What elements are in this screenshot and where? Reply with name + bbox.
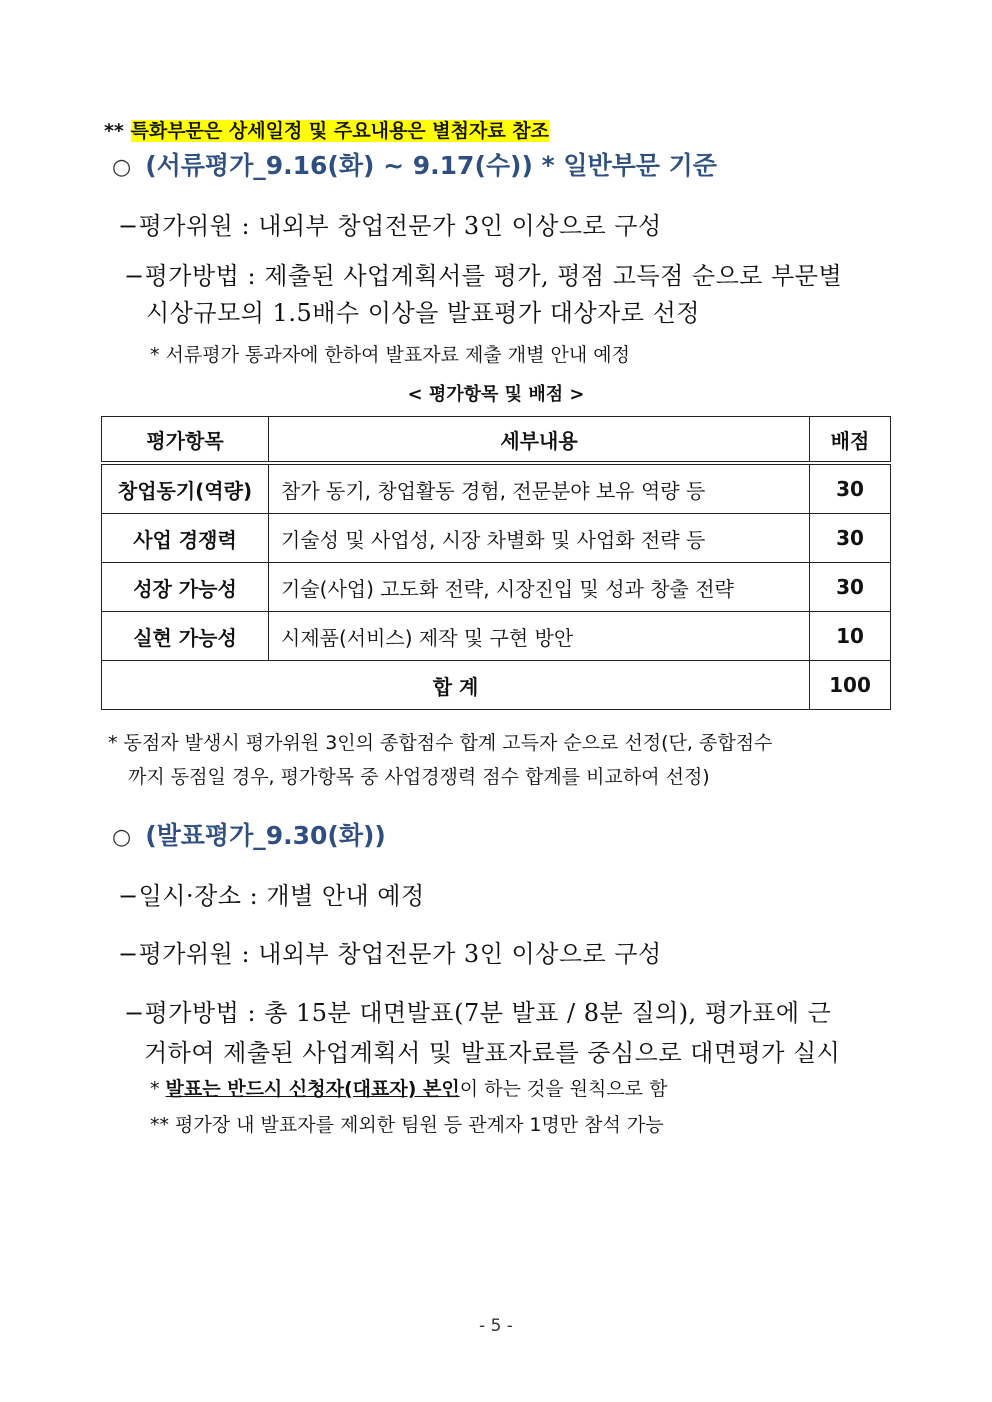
- row-detail: 기술(사업) 고도화 전략, 시장진입 및 성과 창출 전략: [269, 563, 810, 612]
- pres-note1-prefix: *: [150, 1078, 160, 1100]
- document-evaluation-heading: [112, 146, 717, 182]
- doc-method-line1: −평가방법 : 제출된 사업계획서를 평가, 평점 고득점 순으로 부문별: [124, 262, 843, 290]
- table-total-row: [102, 661, 891, 710]
- row-item: 성장 가능성: [102, 563, 269, 612]
- table-row: [102, 612, 891, 661]
- tie-note-line1: * 동점자 발생시 평가위원 3인의 종합점수 합계 고득자 순으로 선정(단, 종합점수: [108, 732, 773, 754]
- doc-method-line2: 시상규모의 1.5배수 이상을 발표평가 대상자로 선정: [146, 299, 700, 327]
- section-marker: ○: [112, 155, 132, 180]
- doc-note: * 서류평가 통과자에 한하여 발표자료 제출 개별 안내 예정: [150, 344, 630, 366]
- table-header-row: [102, 417, 891, 464]
- highlighted-note-text: 특화부문은 상세일정 및 주요내용은 별첨자료 참조: [130, 120, 550, 142]
- document-evaluation-title: (서류평가_9.16(화) ~ 9.17(수)) * 일반부문 기준: [145, 151, 717, 180]
- row-score: 30: [810, 463, 891, 514]
- header-score: 배점: [810, 417, 891, 464]
- pres-committee-line: −평가위원 : 내외부 창업전문가 3인 이상으로 구성: [118, 940, 662, 968]
- pres-note1-emphasis: 발표는 반드시 신청자(대표자) 본인: [165, 1078, 460, 1100]
- total-score: 100: [810, 661, 891, 710]
- tie-note-line2: 까지 동점일 경우, 평가항목 중 사업경쟁력 점수 합계를 비교하여 선정): [128, 766, 710, 788]
- doc-committee-line: −평가위원 : 내외부 창업전문가 3인 이상으로 구성: [118, 212, 662, 240]
- row-item: 실현 가능성: [102, 612, 269, 661]
- header-item: 평가항목: [102, 417, 269, 464]
- row-detail: 시제품(서비스) 제작 및 구현 방안: [269, 612, 810, 661]
- pres-note1-rest: 이 하는 것을 원칙으로 함: [459, 1078, 668, 1100]
- row-detail: 참가 동기, 창업활동 경험, 전문분야 보유 역량 등: [269, 463, 810, 514]
- row-item: 창업동기(역량): [102, 463, 269, 514]
- pres-note1: [150, 1074, 667, 1101]
- pres-method-line2: 거하여 제출된 사업계획서 및 발표자료를 중심으로 대면평가 실시: [144, 1039, 841, 1067]
- pres-method-line1: −평가방법 : 총 15분 대면발표(7분 발표 / 8분 질의), 평가표에 근: [124, 999, 832, 1027]
- row-score: 30: [810, 563, 891, 612]
- header-detail: 세부내용: [269, 417, 810, 464]
- presentation-evaluation-heading: [112, 816, 386, 852]
- evaluation-score-table: [101, 416, 891, 710]
- section-marker: ○: [112, 825, 132, 850]
- total-label: 합 계: [102, 661, 810, 710]
- row-score: 30: [810, 514, 891, 563]
- table-row: [102, 563, 891, 612]
- row-score: 10: [810, 612, 891, 661]
- special-section-note: [104, 116, 549, 143]
- row-item: 사업 경쟁력: [102, 514, 269, 563]
- note-prefix: **: [104, 120, 124, 142]
- table-row: [102, 514, 891, 563]
- row-detail: 기술성 및 사업성, 시장 차별화 및 사업화 전략 등: [269, 514, 810, 563]
- presentation-evaluation-title: (발표평가_9.30(화)): [145, 821, 386, 850]
- page-number: - 5 -: [479, 1316, 513, 1336]
- table-row: [102, 463, 891, 514]
- pres-note2: ** 평가장 내 발표자를 제외한 팀원 등 관계자 1명만 참석 가능: [150, 1114, 664, 1136]
- table-caption: < 평가항목 및 배점 >: [407, 384, 585, 405]
- pres-datetime-line: −일시·장소 : 개별 안내 예정: [118, 882, 425, 910]
